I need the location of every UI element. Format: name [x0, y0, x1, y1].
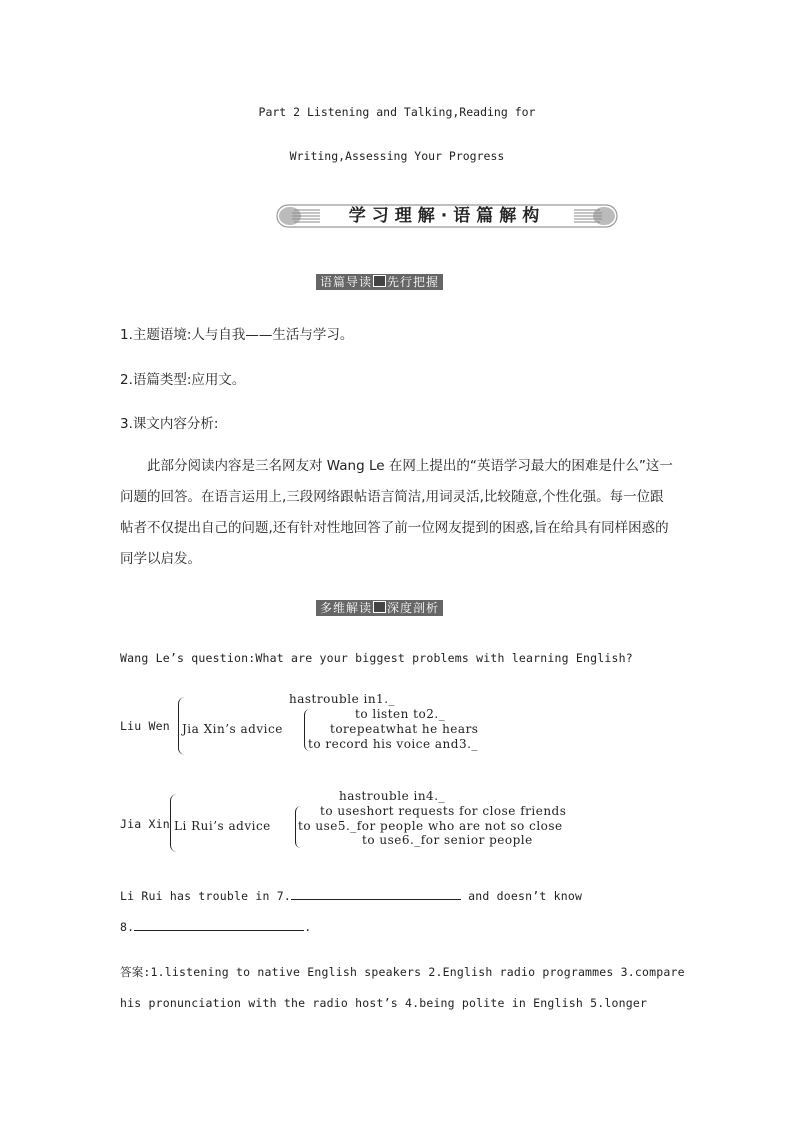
content-analysis-text: 此部分阅读内容是三名网友对 Wang Le 在网上提出的“英语学习最大的困难是什么”这一问题的回答。在语言运用上,三段网络跟帖语言简洁,用词灵活,比较随意,个性化强。每一位跟帖者不仅提出自己的问题,还有针对性地回答了前一位网友提到的困惑,旨在给具有同样困惑的同学以启发。: [120, 458, 673, 567]
section-label-deep-analysis: [316, 600, 443, 616]
li-rui-line-part3: 8.: [120, 920, 135, 934]
li-rui-line-2: [120, 920, 311, 934]
blank-7: [291, 899, 461, 900]
answers-line-1: 答案:1.listening to native English speakers 2.English radio programmes 3.compare: [120, 965, 685, 979]
page-title-line2: Writing,Assessing Your Progress: [289, 149, 505, 163]
blank-8: [134, 930, 304, 931]
section-label-reading-guide-a: 语篇导读: [320, 275, 373, 289]
liu-wen-name: Liu Wen: [120, 719, 170, 733]
point-1: 1.主题语境:人与自我——生活与学习。: [120, 327, 354, 343]
content-analysis-paragraph: [120, 451, 676, 575]
liu-wen-advice-3: to record his voice and3._: [308, 737, 478, 751]
book-icon: [373, 601, 386, 613]
jia-xin-advice-2: to use5._for people who are not so close: [298, 819, 563, 833]
jia-xin-name: Jia Xin: [120, 817, 170, 831]
li-rui-line-part4: .: [304, 920, 312, 934]
wang-le-question: Wang Le’s question:What are your biggest problems with learning English?: [120, 651, 633, 665]
banner-title: 学习理解·语篇解构: [348, 206, 546, 226]
li-rui-advice-label: Li Rui’s advice: [174, 819, 271, 833]
section-label-reading-guide: [316, 274, 443, 290]
jia-xin-advice-1: to useshort requests for close friends: [320, 804, 567, 818]
book-icon: [373, 275, 386, 287]
jia-xin-trouble: hastrouble in4._: [339, 789, 446, 803]
li-rui-line-part1: Li Rui has trouble in 7.: [120, 889, 291, 903]
liu-wen-trouble: hastrouble in1._: [289, 692, 396, 706]
point-3: 3.课文内容分析:: [120, 416, 219, 432]
liu-wen-advice-1: to listen to2._: [355, 707, 446, 721]
li-rui-line: [120, 889, 582, 903]
jia-xin-advice-3: to use6._for senior people: [362, 833, 533, 847]
li-rui-line-part2: and doesn’t know: [468, 889, 583, 903]
section-label-deep-analysis-b: 深度剖析: [387, 601, 440, 615]
point-2: 2.语篇类型:应用文。: [120, 372, 246, 388]
liu-wen-advice-2: torepeatwhat he hears: [330, 722, 479, 736]
section-label-reading-guide-b: 先行把握: [387, 275, 440, 289]
jia-xin-advice-label: Jia Xin’s advice: [182, 722, 283, 736]
page-title-line1: Part 2 Listening and Talking,Reading for: [258, 105, 536, 119]
section-banner: [276, 203, 618, 229]
section-label-deep-analysis-a: 多维解读: [320, 601, 373, 615]
answers-line-2: his pronunciation with the radio host’s 4.being polite in English 5.longer: [120, 996, 648, 1010]
